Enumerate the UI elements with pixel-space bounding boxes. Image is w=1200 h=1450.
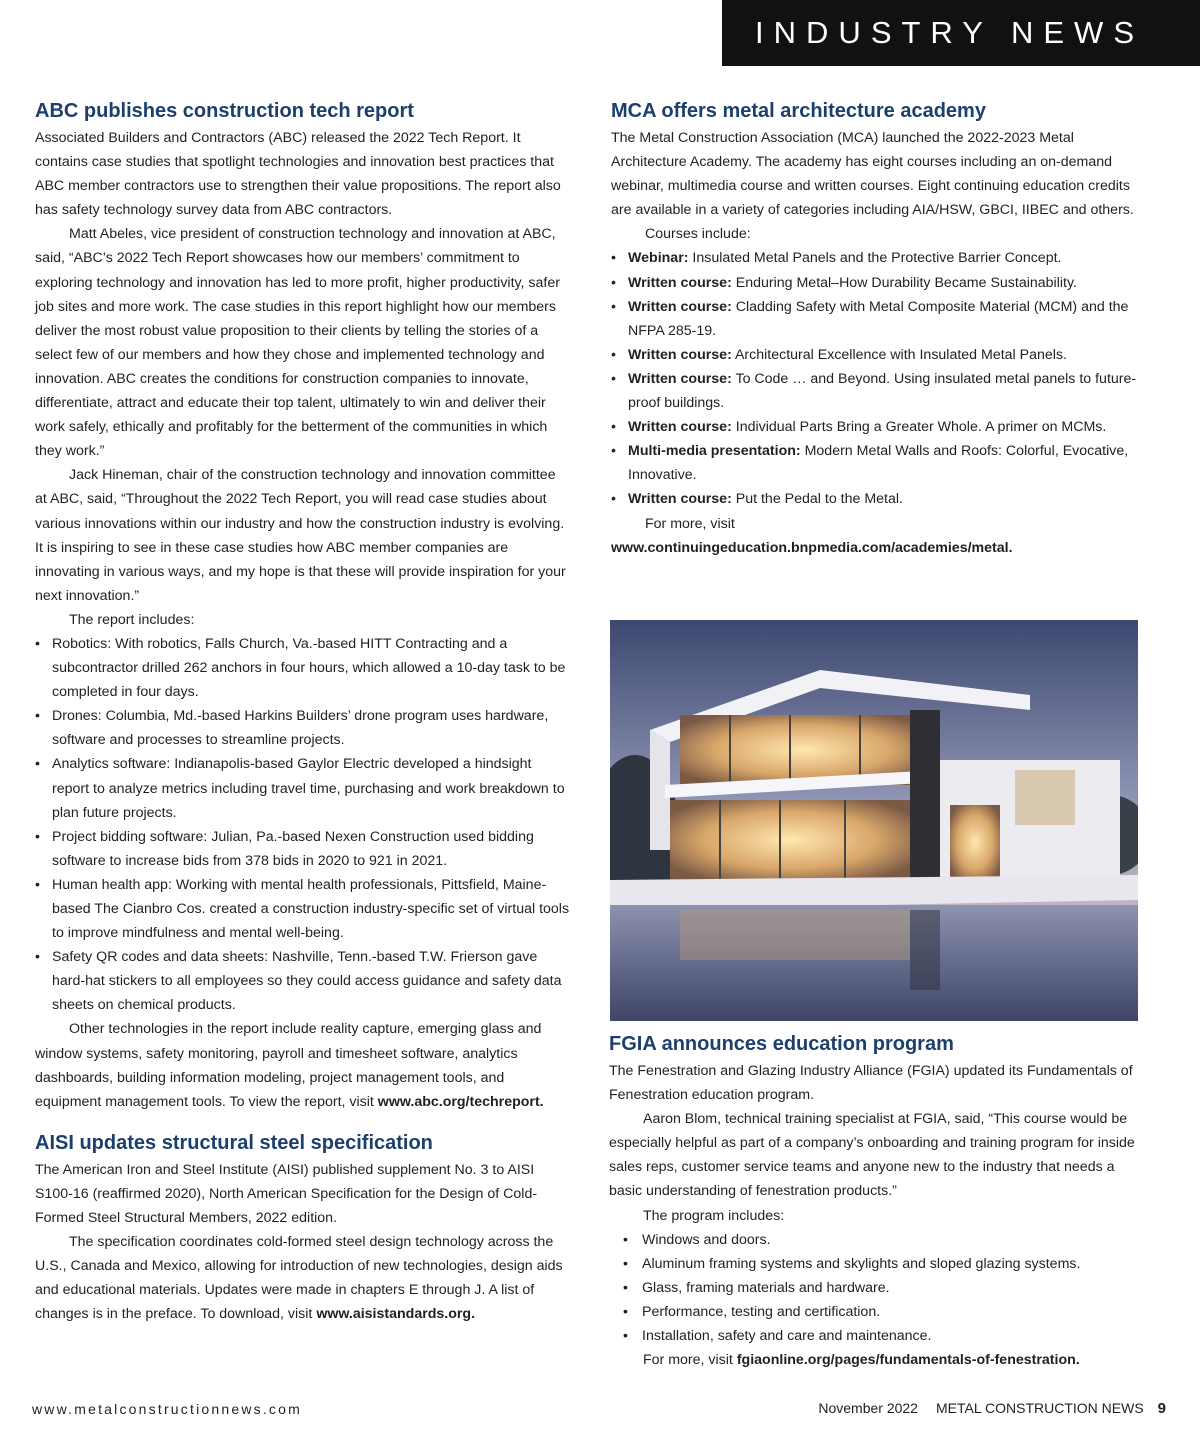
more-prefix: For more, visit: [643, 1352, 733, 1369]
article-paragraph: Jack Hineman, chair of the construction technology and innovation committee at ABC, said, “Throughout the 2022 Tech Report, you will read case studies about various innovations within our industry and how the construction industry is evolving. It is inspiring to see in these case studies how ABC member companies are innovating in various ways, and my hope is that these will provide inspiration for your next innovation.”: [35, 467, 566, 604]
article-paragraph: [35, 1230, 570, 1326]
course-title: Individual Parts Bring a Greater Whole. A primer on MCMs.: [735, 419, 1107, 436]
report-link[interactable]: www.abc.org/techreport.: [377, 1093, 544, 1110]
course-list: [611, 246, 1139, 511]
course-item: [611, 487, 1139, 511]
article-paragraph: [35, 1017, 570, 1113]
mca-link[interactable]: www.continuingeducation.bnpmedia.com/academies/metal.: [611, 539, 1013, 556]
article-mca: [611, 96, 1139, 560]
list-intro: The report includes:: [69, 611, 195, 628]
course-title: To Code … and Beyond. Using insulated metal panels to future-proof buildings.: [628, 370, 1137, 412]
article-paragraph: The Fenestration and Glazing Industry Alliance (FGIA) updated its Fundamentals of Fenestration education program.: [609, 1063, 1133, 1104]
fgia-link[interactable]: fgiaonline.org/pages/fundamentals-of-fenestration.: [736, 1352, 1080, 1369]
article-paragraph: [609, 1348, 1139, 1372]
course-type: Written course:: [628, 298, 732, 315]
course-item: [611, 271, 1139, 295]
article-paragraph: Associated Builders and Contractors (ABC) released the 2022 Tech Report. It contains case studies that spotlight technologies and innovation best practices that ABC member contractors use to strengthen their value propositions. The report also has safety technology survey data from ABC contractors.: [35, 130, 561, 219]
list-item: • Analytics software: Indianapolis-based Gaylor Electric developed a hindsight report to analyze metrics including travel time, purchasing and work breakdown to plan future projects.: [35, 752, 570, 824]
list-item: • Human health app: Working with mental health professionals, Pittsfield, Maine-based The Cianbro Cos. created a construction industry-specific set of virtual tools to improve mindfulness and mental well-being.: [35, 873, 570, 945]
article-paragraph: Aaron Blom, technical training specialist at FGIA, said, “This course would be especially helpful as part of a company’s onboarding and training program for inside sales reps, customer service teams and anyone new to the industry that needs a basic understanding of fenestration products.”: [609, 1111, 1135, 1200]
article-paragraph: The Metal Construction Association (MCA) launched the 2022-2023 Metal Architecture Academy. The academy has eight courses including an on-demand webinar, multimedia course and written courses. Eight continuing education credits are available in a variety of categories including AIA/HSW, GBCI, IIBEC and others.: [611, 130, 1134, 219]
course-title: Cladding Safety with Metal Composite Material (MCM) and the NFPA 285-19.: [628, 298, 1129, 339]
course-item: [611, 343, 1139, 367]
footer-website[interactable]: www.metalconstructionnews.com: [32, 1401, 302, 1417]
course-title: Put the Pedal to the Metal.: [735, 491, 903, 508]
footer-info: [818, 1400, 1166, 1417]
article-headline: FGIA announces education program: [609, 1033, 954, 1055]
list-item: • Performance, testing and certification.: [609, 1300, 1139, 1324]
course-type: Written course:: [628, 491, 732, 508]
right-column-bottom: [609, 1029, 1139, 1372]
course-type: Written course:: [628, 274, 732, 291]
left-column: [35, 96, 570, 1327]
course-title: Architectural Excellence with Insulated Metal Panels.: [734, 346, 1067, 363]
list-item: • Installation, safety and care and maintenance.: [609, 1324, 1139, 1348]
modern-house-photo: [610, 620, 1138, 1021]
article-headline: ABC publishes construction tech report: [35, 100, 414, 122]
list-intro: Courses include:: [645, 226, 751, 243]
list-item: • Glass, framing materials and hardware.: [609, 1276, 1139, 1300]
list-item: • Project bidding software: Julian, Pa.-based Nexen Construction used bidding software to increase bids from 378 bids in 2020 to 921 in 2021.: [35, 825, 570, 873]
list-intro: The program includes:: [643, 1207, 785, 1224]
article-fgia: [609, 1029, 1139, 1372]
issue-date: November 2022: [818, 1400, 918, 1416]
list-item: • Windows and doors.: [609, 1228, 1139, 1252]
course-item: [611, 367, 1139, 415]
course-title: Insulated Metal Panels and the Protective Barrier Concept.: [692, 250, 1062, 267]
article-headline: MCA offers metal architecture academy: [611, 100, 986, 122]
course-item: [611, 415, 1139, 439]
article-abc: [35, 96, 570, 1114]
article-aisi: [35, 1128, 570, 1327]
program-list: [609, 1228, 1139, 1348]
right-column: [611, 96, 1139, 560]
course-type: Written course:: [628, 346, 732, 363]
course-item: [611, 246, 1139, 270]
course-type: Webinar:: [628, 250, 689, 267]
course-type: Multi-media presentation:: [628, 443, 801, 460]
more-prefix: For more, visit: [645, 515, 735, 532]
article-paragraph: [611, 512, 1139, 560]
article-paragraph: The American Iron and Steel Institute (AISI) published supplement No. 3 to AISI S100-16 (reaffirmed 2020), North American Specification for the Design of Cold-Formed Steel Structural Members, 2022 edition.: [35, 1161, 538, 1227]
report-list: [35, 632, 570, 1018]
article-headline: AISI updates structural steel specification: [35, 1131, 433, 1154]
course-item: [611, 439, 1139, 487]
closing-text: Other technologies in the report include reality capture, emerging glass and window systems, safety monitoring, payroll and timesheet software, analytics dashboards, building information modeling, project management tools, and equipment management tools. To view the report, visit: [35, 1021, 542, 1110]
course-type: Written course:: [628, 370, 732, 387]
article-paragraph: Matt Abeles, vice president of construction technology and innovation at ABC, said, “ABC’s 2022 Tech Report showcases how our members’ commitment to exploring technology and innovation has led to more profit, higher productivity, safer job sites and more work. The case studies in this report highlight how our members deliver the most robust value proposition to their clients by telling the stories of a select few of our members and how they chose and implemented technology and innovation. ABC creates the conditions for construction companies to innovate, differentiate, attract and educate their top talent, ultimately to win and deliver their work safely, ethically and profitably for the betterment of the communities in which they work.”: [35, 226, 560, 460]
list-item: • Drones: Columbia, Md.-based Harkins Builders’ drone program uses hardware, software and processes to streamline projects.: [35, 704, 570, 752]
list-item: • Safety QR codes and data sheets: Nashville, Tenn.-based T.W. Frierson gave hard-hat stickers to all employees so they could access guidance and safety data sheets on chemical products.: [35, 945, 570, 1017]
course-type: Written course:: [628, 419, 732, 436]
list-item: • Robotics: With robotics, Falls Church, Va.-based HITT Contracting and a subcontractor drilled 262 anchors in four hours, which allowed a 10-day task to be completed in four days.: [35, 632, 570, 704]
course-title: Enduring Metal–How Durability Became Sustainability.: [735, 274, 1077, 291]
page-number: 9: [1157, 1400, 1166, 1417]
course-title: Modern Metal Walls and Roofs: Colorful, Evocative, Innovative.: [628, 443, 1129, 484]
publication-name: METAL CONSTRUCTION NEWS: [935, 1400, 1144, 1416]
paragraph-text: The specification coordinates cold-formed steel design technology across the U.S., Canada and Mexico, allowing for introduction of new technologies, design aids and educational materials. Updates were made in chapters E through J. A list of changes is in the preface. To download, visit: [35, 1234, 563, 1323]
section-banner: INDUSTRY NEWS: [722, 0, 1200, 66]
aisi-link[interactable]: www.aisistandards.org.: [316, 1306, 476, 1323]
list-item: • Aluminum framing systems and skylights and sloped glazing systems.: [609, 1252, 1139, 1276]
course-item: [611, 295, 1139, 343]
